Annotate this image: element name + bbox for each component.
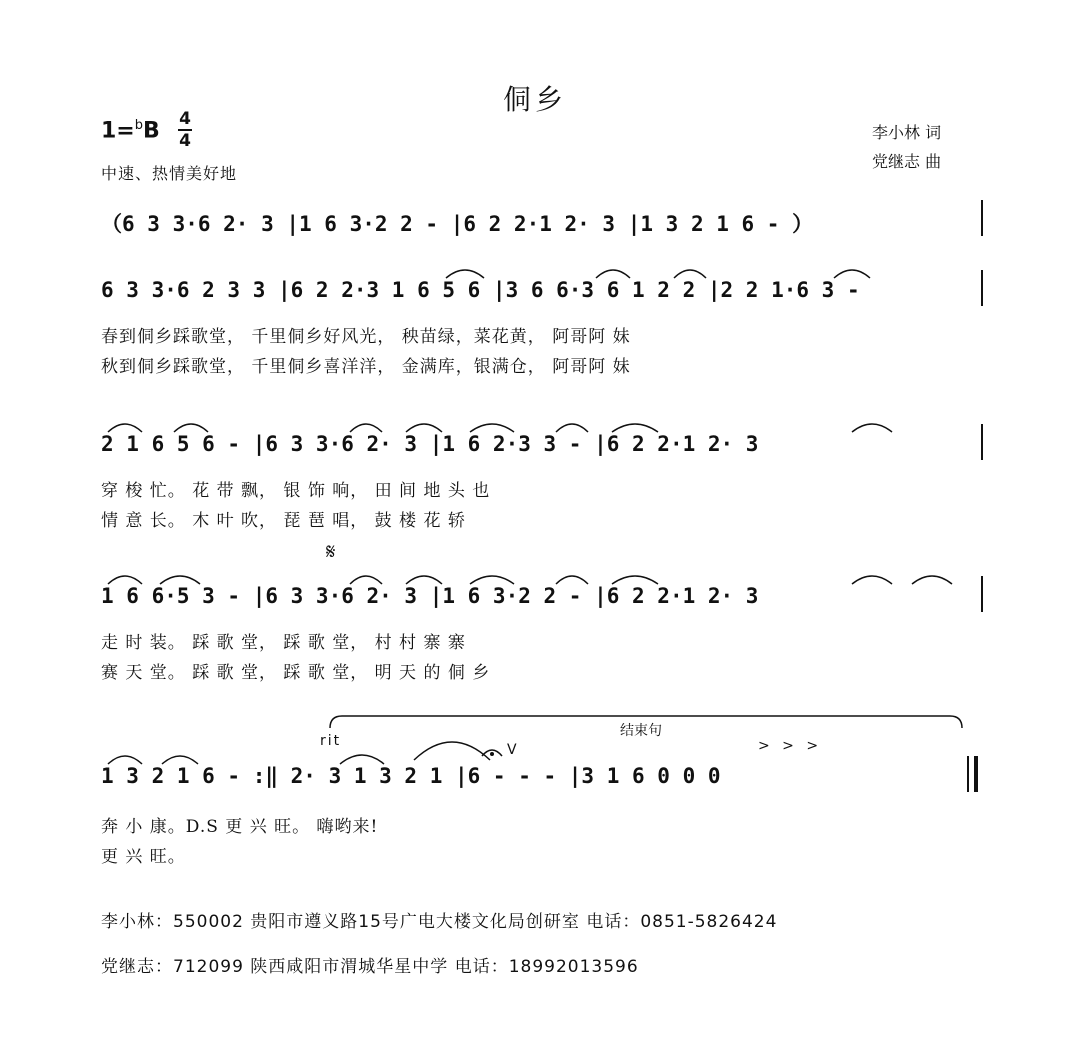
segno-sign: 𝄋	[326, 540, 336, 565]
slur	[108, 756, 142, 764]
slur	[834, 270, 870, 278]
slur	[174, 424, 208, 432]
slur	[162, 756, 198, 764]
lyricist-credit: 李小林 词	[872, 123, 942, 142]
key-prefix: 1=	[101, 118, 135, 144]
system-2-notation: 6 3 3·6 2 3 3 |6 2 2·3 1 6 5 6 |3 6 6·3 6 1 2 2 |2 2 1·6 3 -	[101, 278, 860, 302]
accent-marks: > > >	[758, 738, 823, 754]
phrase-slur	[414, 742, 490, 760]
system-3-notation: 2 1 6 5 6 - |6 3 3·6 2· 3 |1 6 2·3 3 - |6 2 2·1 2· 3	[101, 432, 759, 456]
slur	[556, 576, 588, 584]
slur	[612, 576, 658, 584]
flat-sign: b	[134, 118, 144, 133]
slur	[612, 424, 658, 432]
system-5-lyric-verse-1: 奔 小 康。D.S 更 兴 旺。 嗨哟来!	[101, 817, 379, 837]
slur	[108, 576, 142, 584]
slur	[108, 424, 142, 432]
fermata-dot	[490, 752, 494, 756]
time-signature-top: 4	[179, 109, 191, 129]
slur	[674, 270, 706, 278]
slur	[852, 424, 892, 432]
slur	[340, 755, 384, 764]
contact-composer: 党继志：712099 陕西咸阳市渭城华星中学 电话：18992013596	[101, 957, 639, 977]
system-1-notation: （6 3 3·6 2· 3 |1 6 3·2 2 - |6 2 2·1 2· 3 |1 3 2 1 6 - ）	[101, 212, 814, 236]
slur	[470, 576, 514, 584]
slur	[852, 576, 892, 584]
slur	[350, 576, 382, 584]
song-title: 侗乡	[502, 83, 567, 116]
contact-lyricist: 李小林：550002 贵阳市遵义路15号广电大楼文化局创研室 电话：0851-5826424	[101, 912, 778, 932]
slur	[160, 576, 200, 584]
system-2-lyric-verse-1: 春到侗乡踩歌堂， 千里侗乡好风光， 秧苗绿，菜花黄， 阿哥阿 妹	[101, 327, 631, 347]
tempo-marking: 中速、热情美好地	[101, 164, 238, 183]
system-4-lyric-verse-1: 走 时 装。 踩 歌 堂， 踩 歌 堂， 村 村 寨 寨	[101, 633, 466, 653]
slur	[406, 576, 442, 584]
rit-marking: rit	[320, 733, 342, 749]
slur	[556, 424, 588, 432]
system-4-lyric-verse-2: 赛 天 堂。 踩 歌 堂， 踩 歌 堂， 明 天 的 侗 乡	[101, 663, 491, 683]
composer-credit: 党继志 曲	[872, 152, 942, 171]
ending-bracket	[330, 716, 962, 728]
system-4-notation: 1 6 6·5 3 - |6 3 3·6 2· 3 |1 6 3·2 2 - |6 2 2·1 2· 3	[101, 584, 759, 608]
ending-label: 结束句	[620, 723, 662, 739]
system-3-lyric-verse-2: 情 意 长。 木 叶 吹， 琵 琶 唱， 鼓 楼 花 轿	[101, 511, 466, 531]
system-3-lyric-verse-1: 穿 梭 忙。 花 带 飘， 银 饰 响， 田 间 地 头 也	[101, 481, 491, 501]
slur	[446, 270, 484, 278]
slur	[470, 424, 514, 432]
slur	[406, 424, 442, 432]
time-signature-bottom: 4	[179, 131, 191, 151]
system-2-lyric-verse-2: 秋到侗乡踩歌堂， 千里侗乡喜洋洋， 金满库，银满仓， 阿哥阿 妹	[101, 357, 631, 377]
slur	[596, 270, 630, 278]
slur	[350, 424, 382, 432]
system-5-lyric-verse-2: 更 兴 旺。	[101, 847, 186, 867]
slur	[912, 576, 952, 584]
system-5-notation: 1 3 2 1 6 - :‖ 2· 3 1 3 2 1 |6 - - - |3 1 6 0 0 0	[101, 764, 721, 788]
breath-mark: V	[507, 742, 517, 758]
key-note: B	[143, 118, 160, 144]
